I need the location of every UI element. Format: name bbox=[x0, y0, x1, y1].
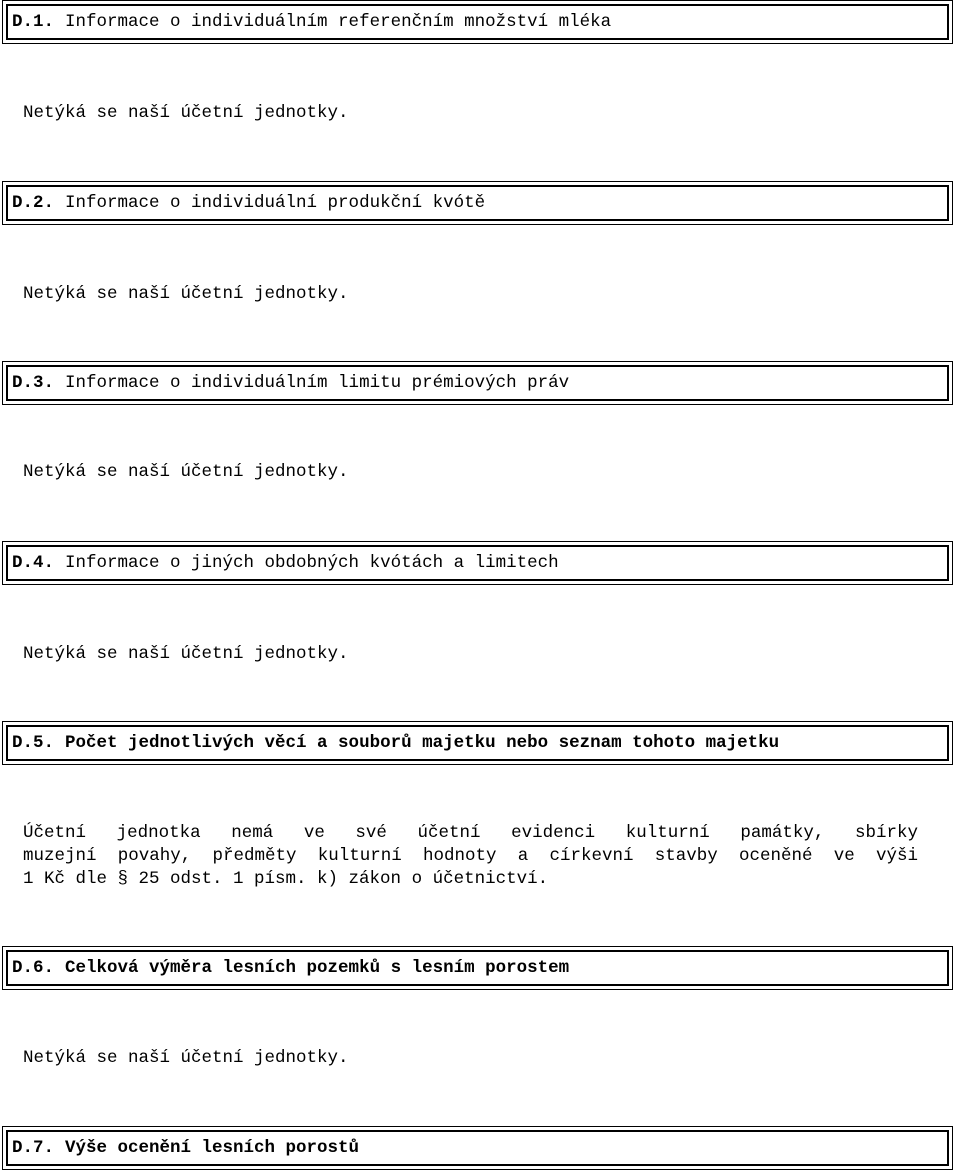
section-title: Informace o individuálním referenčním množství mléka bbox=[65, 12, 612, 32]
section-number: D.6. bbox=[12, 958, 55, 978]
section-header-d5 bbox=[2, 721, 953, 765]
section-body-d3: Netýká se naší účetní jednotky. bbox=[23, 462, 349, 482]
section-header-d2 bbox=[2, 181, 953, 225]
section-body-d1: Netýká se naší účetní jednotky. bbox=[23, 103, 349, 123]
section-header-frame bbox=[6, 725, 949, 761]
section-header-frame bbox=[6, 950, 949, 986]
section-number: D.2. bbox=[12, 193, 55, 213]
section-header-frame bbox=[6, 185, 949, 221]
section-title: Celková výměra lesních pozemků s lesním porostem bbox=[65, 958, 570, 978]
section-header-d7 bbox=[2, 1126, 953, 1170]
paragraph-line: Účetní jednotka nemá ve své účetní evidenci kulturní památky, sbírky bbox=[23, 823, 918, 843]
section-number: D.1. bbox=[12, 12, 55, 32]
section-body-d4: Netýká se naší účetní jednotky. bbox=[23, 644, 349, 664]
section-body-d6: Netýká se naší účetní jednotky. bbox=[23, 1048, 349, 1068]
section-header-d1 bbox=[2, 0, 953, 44]
section-number: D.7. bbox=[12, 1138, 55, 1158]
paragraph-line: 1 Kč dle § 25 odst. 1 písm. k) zákon o účetnictví. bbox=[23, 869, 549, 889]
section-header-frame bbox=[6, 365, 949, 401]
section-title: Informace o jiných obdobných kvótách a limitech bbox=[65, 553, 559, 573]
section-title: Informace o individuálním limitu prémiových práv bbox=[65, 373, 570, 393]
section-title: Počet jednotlivých věcí a souborů majetku nebo seznam tohoto majetku bbox=[65, 733, 780, 753]
section-number: D.4. bbox=[12, 553, 55, 573]
section-header-d6 bbox=[2, 946, 953, 990]
section-header-d3 bbox=[2, 361, 953, 405]
section-body-d5 bbox=[23, 822, 918, 891]
section-number: D.3. bbox=[12, 373, 55, 393]
section-number: D.5. bbox=[12, 733, 55, 753]
section-header-frame bbox=[6, 4, 949, 40]
paragraph-line: muzejní povahy, předměty kulturní hodnoty a církevní stavby oceněné ve výši bbox=[23, 846, 918, 866]
section-header-frame bbox=[6, 1130, 949, 1166]
section-title: Výše ocenění lesních porostů bbox=[65, 1138, 360, 1158]
section-title: Informace o individuální produkční kvótě bbox=[65, 193, 486, 213]
section-header-d4 bbox=[2, 541, 953, 585]
section-body-d2: Netýká se naší účetní jednotky. bbox=[23, 284, 349, 304]
section-header-frame bbox=[6, 545, 949, 581]
